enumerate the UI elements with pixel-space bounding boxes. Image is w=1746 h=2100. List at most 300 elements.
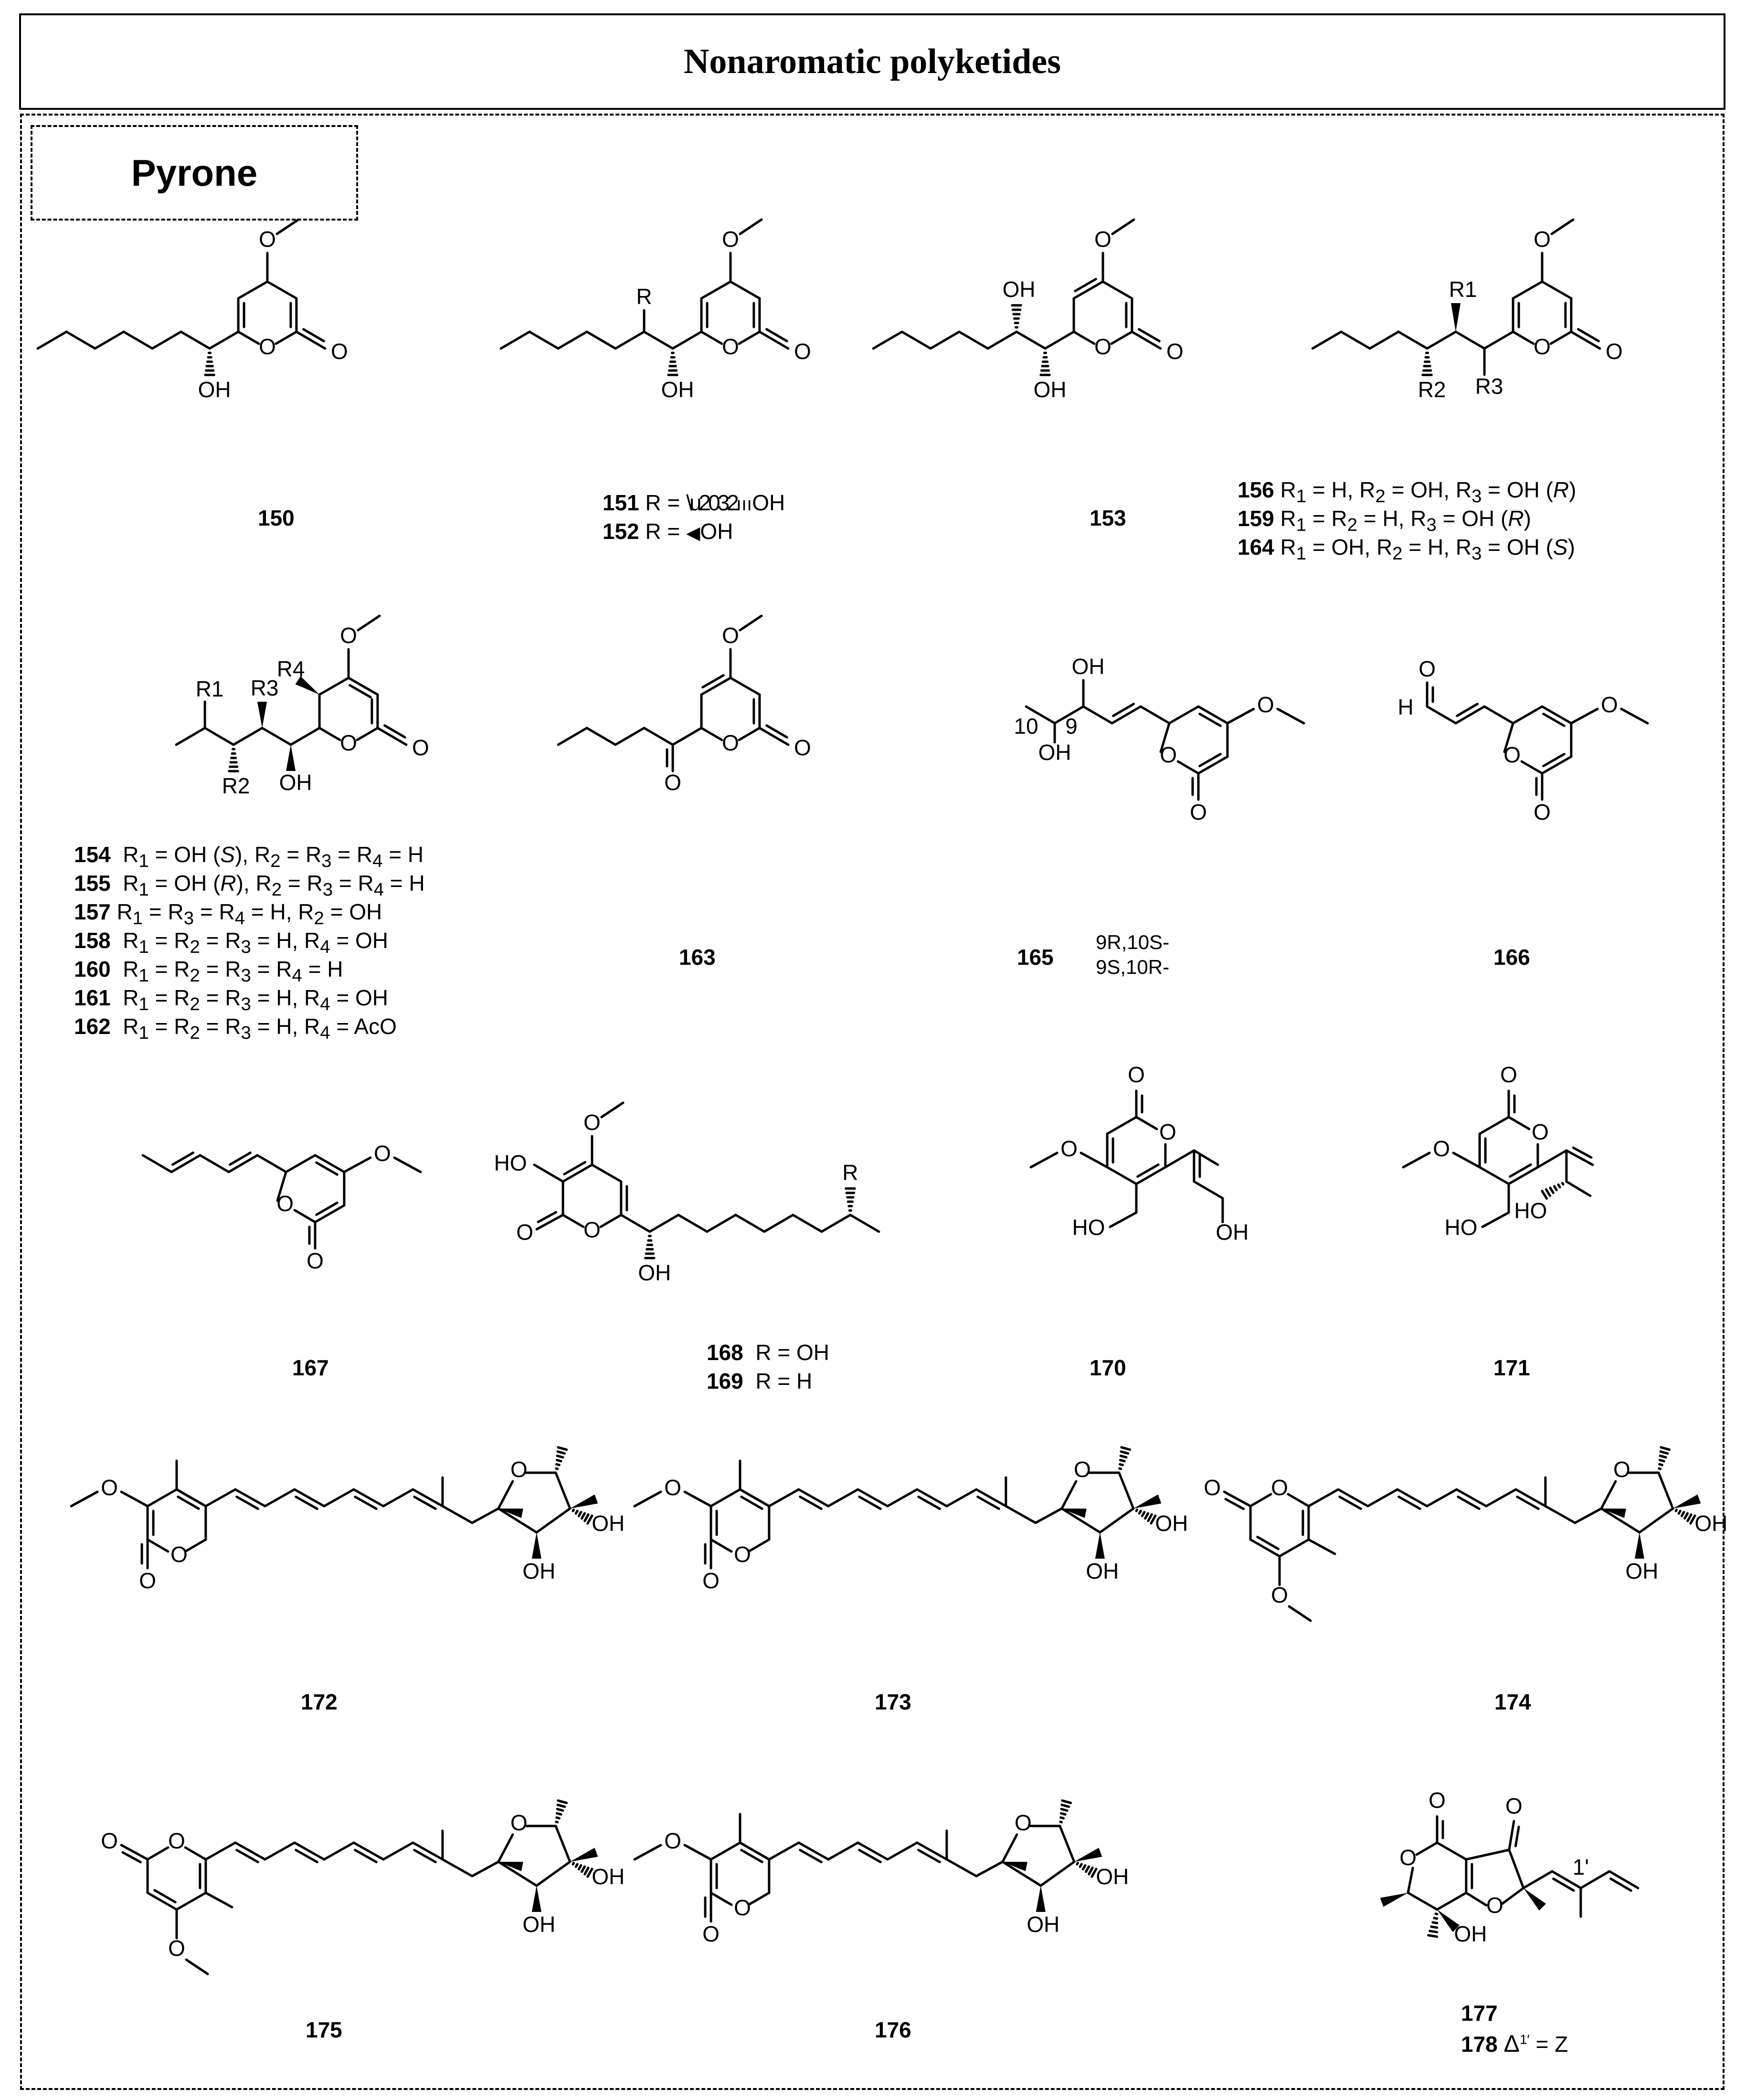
bond	[185, 1540, 206, 1551]
methoxy-oxygen: O	[1271, 1583, 1288, 1608]
r-group: R1	[195, 676, 224, 702]
bond	[1502, 1888, 1524, 1904]
hash-bond	[1682, 1512, 1683, 1516]
methoxy-oxygen: O	[664, 1475, 681, 1500]
double-bond-inner	[1399, 1497, 1420, 1509]
ring-oxygen: O	[1074, 1457, 1091, 1482]
bond	[601, 1215, 621, 1227]
bond	[265, 1843, 295, 1859]
r-group: R1	[1449, 277, 1477, 302]
hash-bond	[1659, 1468, 1661, 1469]
hash-bond	[1061, 1813, 1065, 1814]
double-bond	[1566, 1150, 1593, 1165]
bond	[1110, 1213, 1136, 1227]
hash-bond	[1120, 1464, 1123, 1465]
chain-bond	[902, 332, 931, 348]
bond	[1074, 332, 1094, 344]
bond	[1538, 1150, 1566, 1167]
wedge-bond	[1524, 1888, 1546, 1910]
hash-bond	[1083, 1866, 1085, 1869]
bond	[383, 1489, 413, 1506]
hash-bond	[558, 1801, 567, 1803]
compound-174-label: 174	[1494, 1689, 1531, 1714]
wedge-bond	[1380, 1893, 1408, 1907]
bond	[1062, 1481, 1076, 1509]
methoxy-oxygen: O	[583, 1110, 601, 1135]
double-bond	[1509, 1821, 1514, 1850]
hash-bond	[558, 1452, 565, 1454]
bond	[1169, 707, 1198, 723]
hydroxyl: OH	[661, 377, 694, 402]
aldehyde-hydrogen: H	[1397, 695, 1414, 720]
methoxy-oxygen: O	[722, 623, 739, 648]
ring-oxygen: O	[1271, 1475, 1288, 1500]
bond	[749, 1893, 769, 1905]
bond	[200, 1155, 229, 1172]
compound-151-formula: R = \u2032ıııOH	[645, 490, 785, 515]
bond	[1250, 1494, 1271, 1506]
bond	[1509, 1850, 1524, 1888]
compound-155-label: 155 $R_1$ = OH (R), $R_2 = R_3 = R_4 = H$	[74, 871, 425, 900]
wedge-bond	[1133, 1495, 1161, 1509]
hydroxyl: OH	[1694, 1511, 1728, 1536]
chain-bond	[501, 332, 529, 348]
bond	[71, 1492, 97, 1506]
hydroxyl: OH	[592, 1864, 625, 1889]
bond	[711, 1843, 740, 1859]
hydroxyl: OH	[198, 377, 231, 402]
bond	[277, 220, 298, 234]
hash-bond	[1121, 1452, 1128, 1454]
chain-bond	[38, 332, 66, 348]
methoxy-oxygen: O	[722, 227, 739, 252]
wedge-bond	[1451, 303, 1460, 332]
bond	[276, 332, 296, 344]
hash-bond	[1080, 1864, 1081, 1867]
bond	[1566, 1182, 1590, 1196]
locant: 9	[1065, 714, 1078, 739]
ring-oxygen: O	[340, 730, 357, 756]
chain-bond	[587, 332, 615, 348]
wedge-bond	[286, 745, 296, 771]
bond	[1545, 1506, 1575, 1523]
hash-bond	[1148, 1515, 1152, 1521]
compound-169-label: 169 R = H	[707, 1369, 813, 1393]
methoxy-oxygen: O	[1433, 1136, 1450, 1161]
section-label: Pyrone	[131, 151, 258, 194]
carbonyl-oxygen: O	[412, 735, 429, 760]
bond	[740, 220, 762, 234]
bond	[1659, 1473, 1673, 1509]
hash-bond	[1685, 1513, 1688, 1519]
double-bond-inner	[1610, 1878, 1631, 1890]
carbonyl-oxygen: O	[1505, 1794, 1523, 1819]
bond	[1552, 220, 1573, 234]
hash-bond	[1660, 1456, 1666, 1457]
bond	[1165, 1150, 1194, 1167]
hash-bond	[579, 1866, 581, 1869]
double-bond-inner	[919, 1850, 940, 1862]
ring-oxygen: O	[510, 1457, 528, 1482]
chain-bond	[558, 728, 587, 745]
chain-bond	[587, 728, 615, 745]
bond	[1194, 1182, 1223, 1198]
chain-bond	[988, 332, 1016, 348]
bond	[888, 1843, 917, 1859]
ring-oxygen: O	[168, 1828, 185, 1854]
bond	[148, 1489, 177, 1506]
hydroxyl: OH	[1071, 654, 1105, 679]
bond	[1509, 1117, 1529, 1129]
methoxy-oxygen: O	[1601, 692, 1618, 718]
bond	[121, 1492, 148, 1506]
hydroxyl: OH	[522, 1559, 556, 1584]
figure-title: Nonaromatic polyketides	[683, 42, 1061, 81]
hydroxyl: HO	[494, 1150, 527, 1176]
bond	[739, 728, 760, 740]
bond	[556, 1826, 570, 1862]
bond	[1289, 1606, 1311, 1621]
double-bond-inner	[800, 1497, 822, 1509]
bond	[1484, 707, 1513, 723]
chain-bond	[1083, 707, 1112, 723]
wedge-bond	[1635, 1532, 1644, 1559]
hash-bond	[1062, 1801, 1071, 1803]
compound-166-label: 166	[1493, 945, 1530, 970]
compound-163-label: 163	[679, 945, 716, 970]
hash-bond	[1431, 1927, 1437, 1928]
bond	[537, 1509, 570, 1532]
chain-bond	[1341, 332, 1370, 348]
bond	[1031, 1153, 1057, 1167]
hash-bond	[1429, 1935, 1437, 1937]
double-bond-inner	[703, 675, 724, 687]
hydroxyl: OH	[638, 1260, 671, 1286]
hash-bond	[1562, 1183, 1563, 1184]
bond	[711, 1893, 731, 1905]
compound-158-label: 158 $R_1 = R_2 = R_3 = H$, $R_4$ = OH	[74, 928, 389, 958]
bond	[1288, 1494, 1309, 1506]
bond	[739, 332, 760, 344]
bond	[238, 332, 259, 344]
double-bond-inner	[1457, 704, 1478, 716]
chain-bond	[621, 1215, 650, 1232]
bond	[472, 1862, 498, 1876]
hydroxyl: OH	[1086, 1559, 1119, 1584]
bond	[1408, 1868, 1413, 1893]
bond	[443, 1859, 472, 1876]
chain-bond	[931, 332, 959, 348]
chain-bond	[644, 332, 673, 348]
double-bond-inner	[173, 1153, 193, 1165]
hydroxyl: OH	[1038, 740, 1071, 765]
bond	[324, 1489, 354, 1506]
ring-oxygen: O	[1399, 1845, 1417, 1870]
bond	[947, 1489, 976, 1506]
hash-bond	[1077, 1863, 1078, 1865]
bond	[257, 1155, 286, 1172]
ketone-oxygen: O	[664, 770, 681, 795]
compound-157-label: 157 $R_1 = R_3 = R_4 = H$, $R_2$ = OH	[74, 899, 382, 929]
carbonyl-oxygen: O	[1128, 1062, 1145, 1087]
bond	[701, 282, 730, 298]
bond	[947, 1859, 976, 1876]
bond	[1141, 707, 1169, 723]
bond	[148, 1847, 168, 1859]
hash-bond	[582, 1867, 585, 1872]
compound-165-isomer-2: 9S,10R-	[1096, 956, 1170, 978]
hydroxyl: OH	[1625, 1559, 1659, 1584]
bond	[1278, 709, 1304, 723]
hydroxyl: HO	[1514, 1198, 1547, 1224]
compound-151-label: 151 R = \u2032ıııOH	[603, 490, 785, 515]
chain-bond	[210, 332, 238, 348]
hash-bond	[1142, 1512, 1144, 1516]
hydroxyl: OH	[522, 1912, 556, 1937]
double-bond-inner	[355, 1497, 377, 1509]
hash-bond	[1688, 1515, 1691, 1521]
chain-bond	[1427, 332, 1456, 348]
r-group: R2	[222, 773, 250, 799]
ring-oxygen: O	[1159, 1119, 1176, 1145]
bond	[888, 1489, 917, 1506]
hash-bond	[1554, 1186, 1556, 1190]
chain-bond	[1312, 332, 1341, 348]
hash-bond	[1120, 1468, 1121, 1469]
carbonyl-oxygen: O	[1204, 1475, 1221, 1500]
methoxy-oxygen: O	[168, 1936, 185, 1961]
hash-bond	[1136, 1510, 1137, 1511]
carbonyl-oxygen: O	[1429, 1788, 1446, 1813]
wedge-bond	[1074, 1848, 1102, 1862]
hydroxyl: OH	[1033, 377, 1067, 402]
double-bond-inner	[1458, 1497, 1480, 1509]
bond	[267, 282, 296, 298]
hydroxyl: OH	[1026, 1912, 1060, 1937]
double-bond-inner	[564, 1162, 585, 1174]
chain-bond	[66, 332, 95, 348]
bond	[592, 1165, 621, 1182]
bond	[1119, 1473, 1133, 1509]
hash-bond	[1679, 1511, 1680, 1513]
bond	[1003, 1835, 1017, 1862]
compound-175-label: 175	[306, 2017, 342, 2042]
bond	[1041, 1862, 1074, 1886]
ring-oxygen: O	[734, 1542, 751, 1567]
bond	[1513, 332, 1534, 344]
chain-bond	[1370, 332, 1398, 348]
bond	[701, 728, 722, 740]
double-bond-inner	[1258, 1537, 1279, 1549]
bond	[828, 1843, 858, 1859]
r-group: R2	[1418, 377, 1446, 402]
hash-bond	[557, 1456, 563, 1457]
bond	[1227, 709, 1254, 723]
bond	[206, 1843, 235, 1859]
bond	[701, 332, 722, 344]
bond	[602, 1103, 623, 1117]
chain-bond	[1045, 332, 1074, 348]
double-bond-inner	[859, 1497, 881, 1509]
compound-176-label: 176	[875, 2017, 911, 2042]
bond	[498, 1481, 513, 1509]
double-bond-inner	[1200, 714, 1221, 726]
methoxy-oxygen: O	[1257, 692, 1274, 718]
ring-oxygen: O	[1094, 334, 1111, 359]
r-group: R3	[250, 675, 279, 701]
bond	[295, 1210, 315, 1222]
chain-bond	[95, 332, 124, 348]
methoxy-oxygen: O	[664, 1828, 681, 1854]
carbonyl-oxygen: O	[1190, 800, 1207, 825]
chain-bond	[1456, 332, 1484, 348]
hash-bond	[557, 1809, 563, 1811]
compound-154-label: 154 $R_1$ = OH (S), $R_2 = R_3 = R_4 = H$	[74, 842, 424, 872]
hash-bond	[1061, 1809, 1067, 1811]
carbonyl-oxygen: O	[1166, 339, 1184, 364]
hash-bond	[1139, 1511, 1141, 1513]
bond	[685, 1845, 711, 1859]
hash-bond	[1433, 1922, 1437, 1923]
chain-bond	[850, 1215, 879, 1232]
double-bond-inner	[800, 1850, 822, 1862]
bond	[358, 616, 380, 630]
bond	[143, 1155, 171, 1172]
hash-bond	[1145, 1513, 1148, 1519]
compound-171-label: 171	[1493, 1355, 1530, 1380]
hash-bond	[1089, 1868, 1092, 1874]
chain-bond	[262, 728, 291, 745]
bond	[730, 678, 760, 695]
bond	[1466, 1893, 1486, 1905]
bond	[1107, 1167, 1136, 1184]
chain-bond	[707, 1215, 736, 1232]
bond	[740, 616, 762, 630]
ring-oxygen: O	[722, 334, 739, 359]
bond	[177, 1893, 206, 1910]
bond	[472, 1509, 498, 1523]
hydroxyl: OH	[279, 770, 312, 795]
chain-bond	[615, 728, 644, 745]
double-bond-inner	[1517, 1497, 1539, 1509]
hydroxyl: OH	[592, 1511, 625, 1536]
ring-oxygen: O	[734, 1895, 751, 1921]
r-group: R	[636, 284, 652, 309]
bond	[1551, 332, 1571, 344]
bond	[711, 1489, 740, 1506]
r-group: R4	[276, 656, 305, 682]
double-bond-inner	[859, 1850, 881, 1862]
double-bond-inner	[767, 726, 787, 738]
r-group: R3	[1475, 374, 1503, 399]
carbonyl-oxygen: O	[139, 1568, 156, 1593]
bond	[1403, 1153, 1429, 1167]
hash-bond	[558, 1805, 565, 1807]
bond	[556, 1473, 570, 1509]
wedge-bond	[532, 1886, 541, 1912]
ring-oxygen: O	[1613, 1457, 1630, 1482]
chain-bond	[1016, 332, 1045, 348]
chain-bond	[764, 1215, 793, 1232]
carbonyl-oxygen: O	[1500, 1062, 1517, 1087]
double-bond-inner	[317, 1162, 338, 1174]
hydroxyl: HO	[1072, 1215, 1105, 1240]
bond	[319, 728, 340, 740]
r-group: R	[842, 1160, 858, 1185]
double-bond-inner	[317, 1203, 338, 1215]
double-bond-inner	[237, 1497, 258, 1509]
compound-177-label: 177	[1461, 2001, 1498, 2026]
bond	[1522, 761, 1542, 773]
chain-bond	[673, 728, 701, 745]
double-bond-inner	[1553, 1878, 1574, 1890]
double-bond	[121, 1845, 148, 1859]
compound-164-label: 164 $R_1$ = OH, $R_2 = H$, $R_3$ = OH (S)	[1238, 535, 1575, 564]
bond	[769, 1843, 799, 1859]
bond	[1408, 1893, 1437, 1910]
compound-167-label: 167	[292, 1355, 329, 1380]
bond	[1524, 1871, 1552, 1888]
bond	[534, 1165, 563, 1182]
bond	[383, 1843, 413, 1859]
bond	[749, 1540, 769, 1551]
double-bond-inner	[385, 726, 405, 738]
bond	[1513, 282, 1542, 298]
chain-bond	[678, 1215, 707, 1232]
chain-bond	[233, 728, 262, 745]
hash-bond	[1062, 1805, 1069, 1807]
chain-bond	[205, 728, 233, 745]
carbonyl-oxygen: O	[1534, 800, 1551, 825]
compound-153-label: 153	[1090, 506, 1126, 530]
bond	[1107, 1117, 1136, 1134]
carbonyl-oxygen: O	[1606, 339, 1623, 364]
compound-178-label: 178 $\Delta^{1'} = Z$	[1461, 2030, 1568, 2057]
bond	[635, 1845, 661, 1859]
double-bond	[537, 1215, 563, 1229]
double-bond-inner	[1075, 279, 1096, 291]
bond	[1437, 1843, 1466, 1859]
double-bond-inner	[355, 1850, 377, 1862]
double-bond-inner	[1515, 1827, 1519, 1846]
bond	[1103, 282, 1132, 298]
bond	[1417, 1843, 1437, 1855]
bond	[769, 1489, 799, 1506]
bond	[563, 1215, 583, 1227]
bond	[1427, 1489, 1457, 1506]
hydroxyl: OH	[1216, 1220, 1249, 1245]
hash-bond	[1661, 1447, 1670, 1450]
double-bond-inner	[296, 1850, 317, 1862]
wedge-bond	[570, 1495, 598, 1509]
double-bond-inner	[919, 1497, 940, 1509]
bond	[148, 1540, 168, 1551]
double-bond-inner	[1139, 329, 1160, 341]
bond	[1081, 1153, 1107, 1167]
bond	[685, 1492, 711, 1506]
hydroxyl: OH	[1155, 1511, 1188, 1536]
chain-bond	[124, 332, 152, 348]
compound-150-label: 150	[258, 506, 295, 530]
carbonyl-oxygen: O	[516, 1220, 533, 1245]
bond	[1571, 709, 1598, 723]
bond	[1060, 1826, 1074, 1862]
bond	[238, 282, 267, 298]
hash-bond	[557, 1460, 561, 1461]
bond	[1480, 1167, 1509, 1184]
bond	[711, 1540, 731, 1551]
hydroxyl: OH	[1454, 1921, 1487, 1947]
